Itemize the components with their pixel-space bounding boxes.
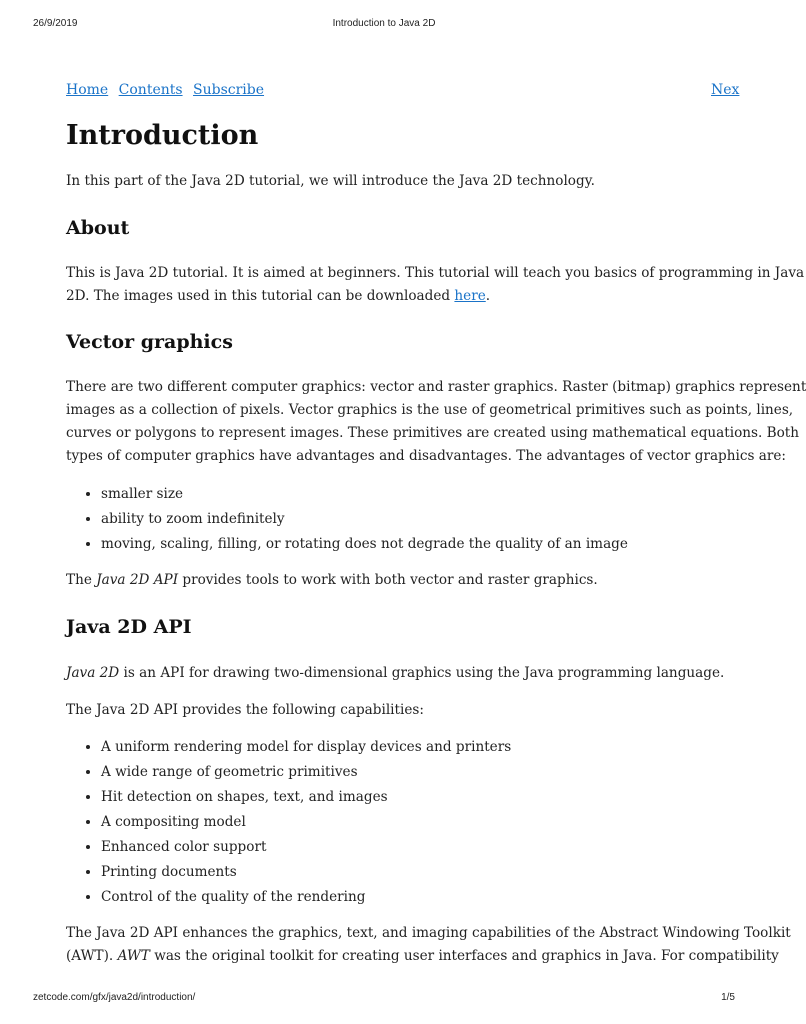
- page-title: Introduction: [66, 120, 259, 151]
- vector-line-4: types of computer graphics have advantages and disadvantages. The advantages of vector graphics are:: [66, 448, 786, 464]
- about-paragraph: [66, 262, 805, 308]
- vector-line-1: There are two different computer graphics: vector and raster graphics. Raster (bitmap) graphics represent: [66, 379, 806, 395]
- list-item: • A wide range of geometric primitives: [101, 760, 733, 785]
- capabilities-list: [66, 735, 733, 910]
- awt-line-2: [66, 945, 779, 968]
- about-line-2: [66, 285, 733, 308]
- list-item: • ability to zoom indefinitely: [101, 507, 733, 532]
- vector-paragraph: [66, 376, 806, 468]
- intro-paragraph: In this part of the Java 2D tutorial, we will introduce the Java 2D technology.: [66, 173, 595, 189]
- download-here-link[interactable]: here: [454, 288, 486, 304]
- list-item: • A uniform rendering model for display devices and printers: [101, 735, 733, 760]
- vector-line-2: images as a collection of pixels. Vector graphics is the use of geometrical primitives such as points, lines,: [66, 402, 794, 418]
- about-line-1: This is Java 2D tutorial. It is aimed at beginners. This tutorial will teach you basics of programming in Java: [66, 265, 805, 281]
- java2d-definition-text: is an API for drawing two-dimensional graphics using the Java programming language.: [119, 665, 725, 681]
- top-navigation: [66, 80, 740, 102]
- nav-home-link[interactable]: Home: [66, 82, 109, 98]
- print-url: zetcode.com/gfx/java2d/introduction/: [33, 992, 196, 1003]
- list-item: • moving, scaling, filling, or rotating does not degrade the quality of an image: [101, 532, 733, 557]
- awt-line-2-pre: (AWT).: [66, 948, 118, 964]
- java2d-api-heading: Java 2D API: [66, 616, 192, 638]
- nav-next-link[interactable]: Nex: [711, 82, 740, 98]
- about-line-2-end: .: [485, 288, 491, 304]
- vector-advantages-list: [66, 482, 733, 557]
- java2d-definition-em: Java 2D: [66, 665, 120, 681]
- list-item: • Hit detection on shapes, text, and images: [101, 785, 733, 810]
- list-item: • Control of the quality of the rendering: [101, 885, 733, 910]
- about-heading: About: [66, 217, 130, 239]
- print-date: 26/9/2019: [33, 18, 78, 29]
- java2d-definition: [66, 662, 733, 685]
- api-tools-em: Java 2D API: [96, 572, 179, 588]
- nav-subscribe-link[interactable]: Subscribe: [193, 82, 265, 98]
- list-item: • Printing documents: [101, 860, 733, 885]
- print-document-title: Introduction to Java 2D: [332, 18, 436, 29]
- awt-line-2-post: was the original toolkit for creating user interfaces and graphics in Java. For compatibility: [149, 948, 779, 964]
- awt-paragraph: [66, 922, 791, 968]
- nav-contents-link[interactable]: Contents: [118, 82, 183, 98]
- api-tools-post: provides tools to work with both vector and raster graphics.: [178, 572, 598, 588]
- list-item: • Enhanced color support: [101, 835, 733, 860]
- list-item: • smaller size: [101, 482, 733, 507]
- article-content: [66, 80, 806, 976]
- print-page-number: 1/5: [721, 992, 735, 1003]
- print-header: [33, 18, 735, 32]
- api-tools-paragraph: [66, 569, 733, 592]
- awt-line-1: The Java 2D API enhances the graphics, text, and imaging capabilities of the Abstract Windowing Toolkit: [66, 925, 791, 941]
- api-tools-pre: The: [66, 572, 97, 588]
- vector-graphics-heading: Vector graphics: [66, 331, 233, 353]
- about-line-2-text: 2D. The images used in this tutorial can be downloaded: [66, 288, 455, 304]
- list-item: • A compositing model: [101, 810, 733, 835]
- vector-line-3: curves or polygons to represent images. These primitives are created using mathematical equations. Both: [66, 425, 800, 441]
- capabilities-intro: The Java 2D API provides the following capabilities:: [66, 702, 424, 718]
- awt-line-2-em: AWT: [117, 948, 150, 964]
- print-footer: [33, 992, 735, 1006]
